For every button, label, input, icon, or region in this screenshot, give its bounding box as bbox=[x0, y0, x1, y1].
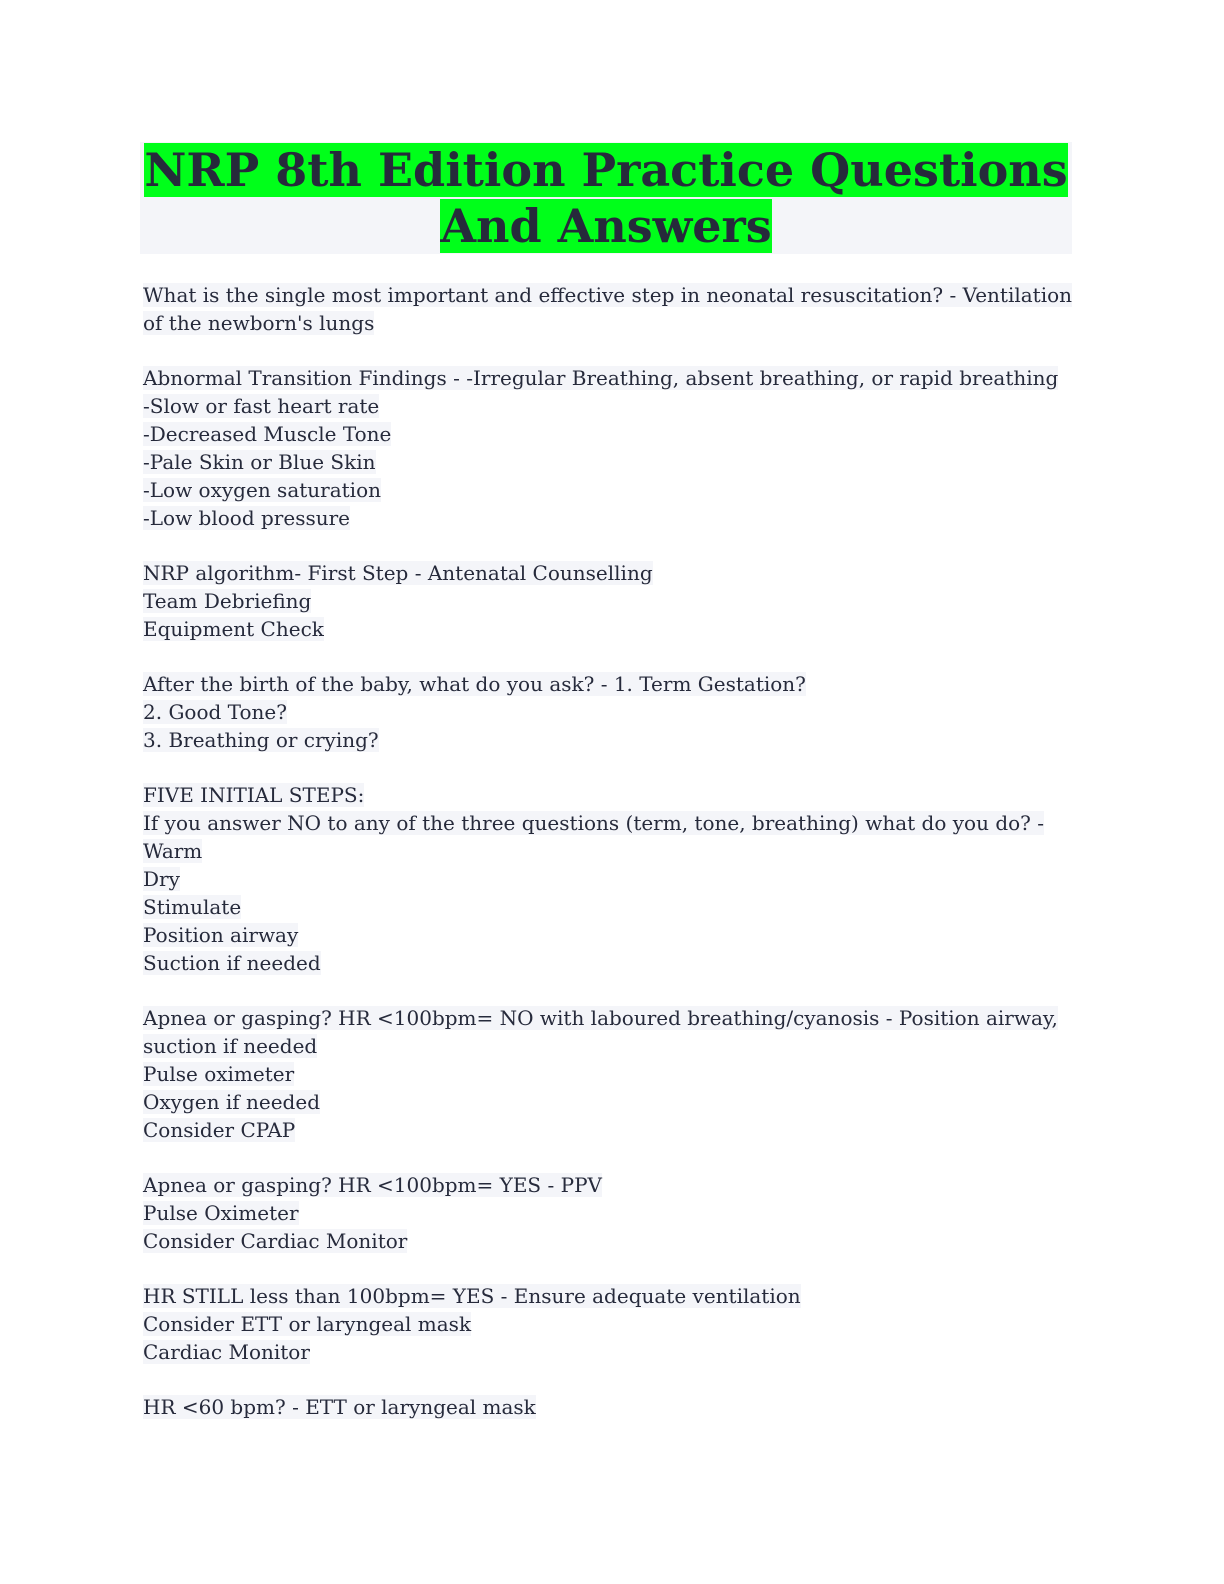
qa-item-9 bbox=[143, 1393, 1073, 1421]
qa-item-1 bbox=[143, 281, 1073, 337]
qa-item-7 bbox=[143, 1171, 1073, 1255]
qa-line: Oxygen if needed bbox=[143, 1090, 321, 1114]
qa-line: Pulse Oximeter bbox=[143, 1201, 299, 1225]
qa-line: -Low blood pressure bbox=[143, 506, 351, 530]
qa-line: FIVE INITIAL STEPS: bbox=[143, 783, 365, 807]
qa-line: Team Debriefing bbox=[143, 589, 312, 613]
qa-line: What is the single most important and effective step in neonatal resuscitation? - Ventilation of the newborn's lungs bbox=[143, 283, 1073, 335]
qa-line: Consider ETT or laryngeal mask bbox=[143, 1312, 472, 1336]
qa-line: If you answer NO to any of the three questions (term, tone, breathing) what do you do? - Warm bbox=[143, 811, 1044, 863]
title-block bbox=[140, 142, 1072, 254]
qa-line: -Decreased Muscle Tone bbox=[143, 422, 392, 446]
qa-line: After the birth of the baby, what do you ask? - 1. Term Gestation? bbox=[143, 672, 806, 696]
qa-item-4 bbox=[143, 670, 1073, 754]
qa-line: Abnormal Transition Findings - -Irregular Breathing, absent breathing, or rapid breathing bbox=[143, 366, 1059, 390]
qa-item-8 bbox=[143, 1282, 1073, 1366]
qa-line: HR STILL less than 100bpm= YES - Ensure adequate ventilation bbox=[143, 1284, 801, 1308]
qa-line: Cardiac Monitor bbox=[143, 1340, 310, 1364]
document-title: NRP 8th Edition Practice Questions And Answers bbox=[144, 143, 1068, 253]
qa-item-5 bbox=[143, 781, 1073, 977]
qa-line: Position airway bbox=[143, 923, 299, 947]
qa-line: -Slow or fast heart rate bbox=[143, 394, 380, 418]
qa-item-3 bbox=[143, 559, 1073, 643]
qa-line: HR <60 bpm? - ETT or laryngeal mask bbox=[143, 1395, 536, 1419]
qa-line: -Low oxygen saturation bbox=[143, 478, 381, 502]
qa-line: 2. Good Tone? bbox=[143, 700, 287, 724]
qa-line: NRP algorithm- First Step - Antenatal Counselling bbox=[143, 561, 653, 585]
qa-line: Consider CPAP bbox=[143, 1118, 296, 1142]
qa-line: Equipment Check bbox=[143, 617, 324, 641]
qa-item-6 bbox=[143, 1004, 1073, 1144]
qa-line: Stimulate bbox=[143, 895, 242, 919]
qa-line: Apnea or gasping? HR <100bpm= NO with laboured breathing/cyanosis - Position airway, suction if needed bbox=[143, 1006, 1058, 1058]
qa-line: 3. Breathing or crying? bbox=[143, 728, 379, 752]
qa-line: Pulse oximeter bbox=[143, 1062, 295, 1086]
qa-content bbox=[143, 281, 1073, 1448]
qa-item-2 bbox=[143, 364, 1073, 532]
qa-line: Consider Cardiac Monitor bbox=[143, 1229, 408, 1253]
qa-line: -Pale Skin or Blue Skin bbox=[143, 450, 376, 474]
qa-line: Suction if needed bbox=[143, 951, 321, 975]
qa-line: Apnea or gasping? HR <100bpm= YES - PPV bbox=[143, 1173, 602, 1197]
qa-line: Dry bbox=[143, 867, 180, 891]
